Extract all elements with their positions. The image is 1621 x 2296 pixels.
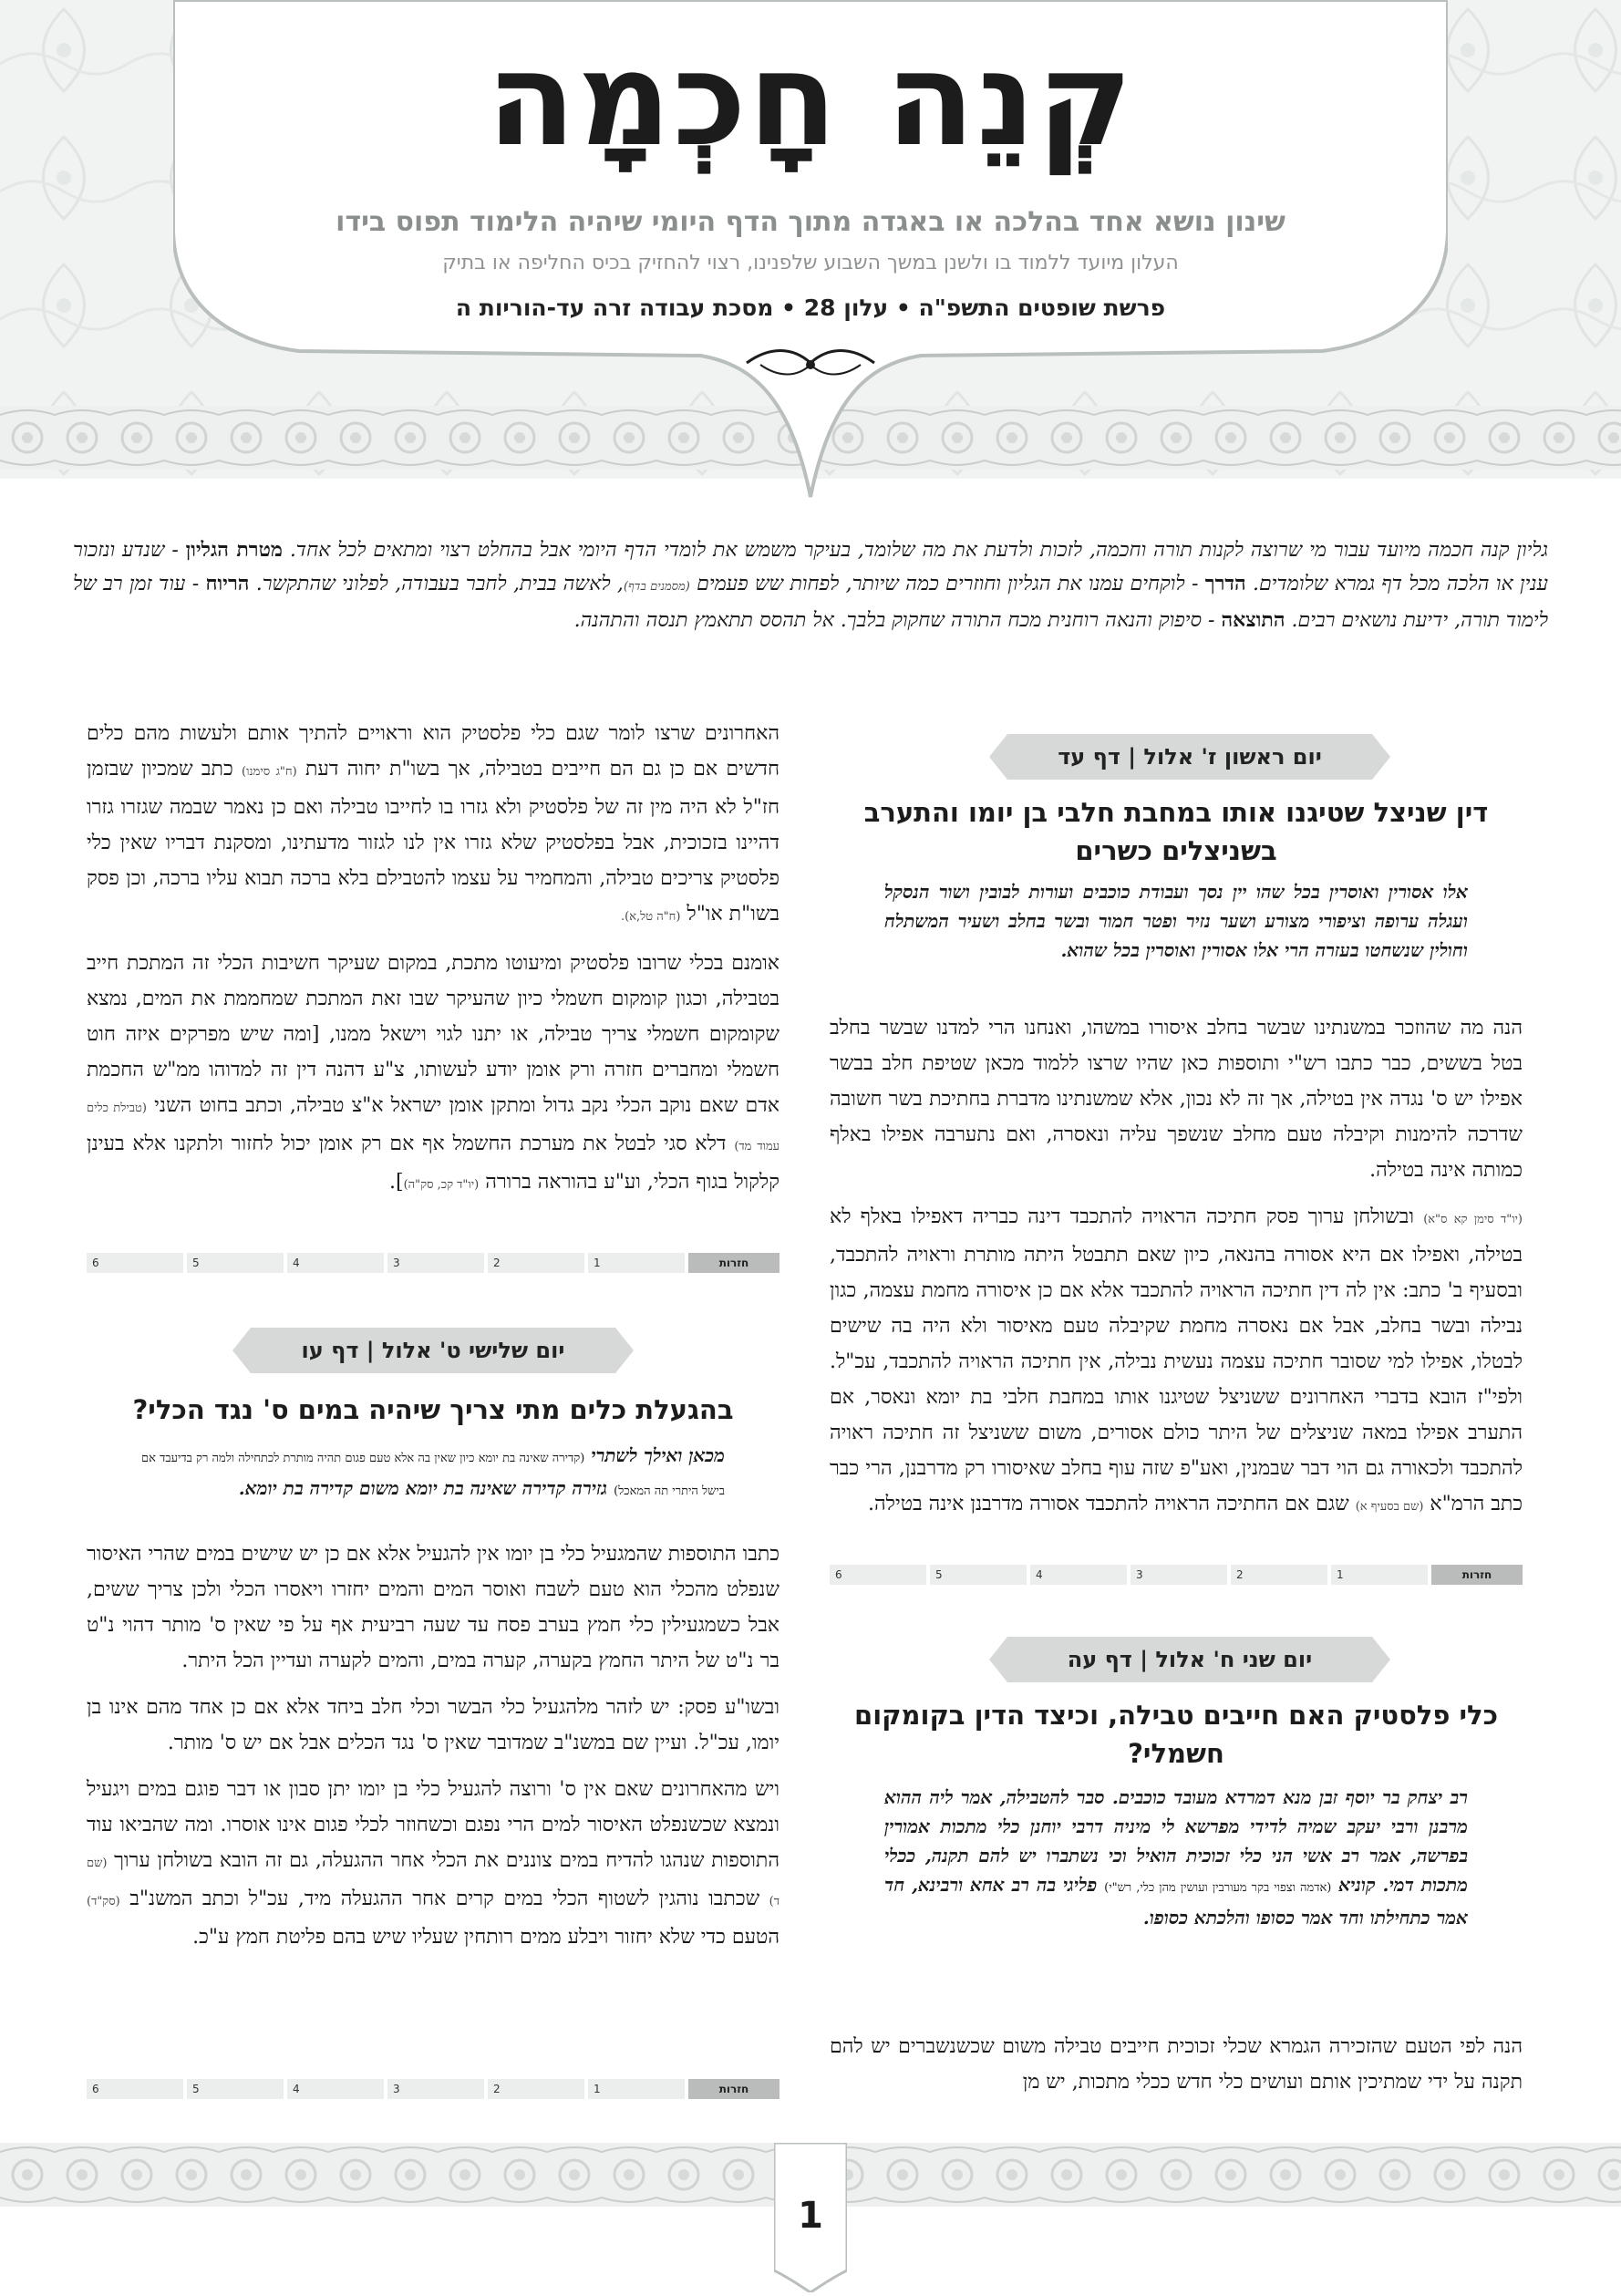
tagline: העלון מיועד ללמוד בו ולשנן במשך השבוע שלפנינו, רצוי להחזיק בכיס החליפה או בתיק (442, 252, 1179, 274)
review-slot[interactable]: 1 (588, 2079, 685, 2099)
section-heading-2: כלי פלסטיק האם חייבים טבילה, וכיצד הדין בקומקום חשמלי? (854, 1700, 1498, 1769)
left-continuation (87, 716, 780, 1214)
section-body-3 (87, 1536, 780, 1966)
review-slot[interactable]: 1 (1331, 1565, 1428, 1585)
gemara-quote-2: רב יצחק בר יוסף זבן מנא דמרדא מעובד כוכבים. סבר להטבילה, אמר ליה ההוא מרבנן ורבי יעקב שמיה לדידי מפרשא לי מיניה דרבי יוחנן כלי מתכות אמורין בפרשה, אמר רב אשי הני כלי זכוכית הואיל וכי נשתברו יש להם תקנה, ככלי מתכות דמי. קוניא (אדמה וצפוי בקר מעורבין ועושין מהן כלי, רש"י) פליגי בה רב אחא ורבינא, חד אמר כתחילתו וחד אמר כסופו והלכתא כסופו. (884, 1786, 1469, 1929)
section-body-2 (830, 2029, 1523, 2111)
review-label: חזרות (1431, 1565, 1523, 1585)
review-slot[interactable]: 6 (830, 1565, 926, 1585)
paragraph: אומנם בכלי שרובו פלסטיק ומיעוטו מתכת, במקום שעיקר חשיבות הכלי זה המתכת חייב בטבילה, וכגון קומקום חשמלי כיון שהעיקר שבו זאת המתכת שמחממת את המים, נמצא שקומקום חשמלי צריך טבילה, או יתנו לגוי וישאל ממנו, [ומה שיש מפרקים איזה חוט חשמלי ומחברים חזרה ורק אומן יודע לעשותו, צ"ע דהנה דין זה למדוהו ממ"ש החכמת אדם שאם נוקב הכלי נקב גדול ומתקן אומן ישראל א"צ טבילה, וכתב בחוט השני (טבילת כלים עמוד מד) דלא סגי לבטל את מערכת החשמל אף אם רק אומן יכול לחזור ולתקנו אלא בעינן קלקול בגוף הכלי, וע"ע בהוראה ברורה (יו"ד קכ, סק"ה)]. (87, 952, 780, 1194)
paragraph: ויש מהאחרונים שאם אין ס' ורוצה להגעיל כלי בן יומו יתן סבון או דבר פוגם במים ויגעיל ונמצא שכשנפלט האיסור למים הרי נפגם וכשחוזר לכלי פגום אינו אוסרו. ומה שהביאו עוד התוספות שנהגו להדיח במים צוננים את הכלי אחר ההגעלה, גם זה הובא בשולחן ערוך (שם ד) שכתבו נוהגין לשטוף הכלי במים קרים אחר ההגעלה מיד, עכ"ל וכתב המשנ"ב (סק"ד) הטעם כדי שלא יחזור ויבלע ממים רותחין שעליו שיש בהם פליטת חמץ ע"כ. (87, 1778, 780, 1949)
gemara-quote-3: מכאן ואילך לשתרי (קדירה שאינה בת יומא כיון שאין בה אלא טעם פגום תהיה מותרת לכתחילה ולמה רק בדיעבד אם בישל היתרי תה המאכל) גזירה קדירה שאינה בת יומא משום קדירה בת יומא. (141, 1444, 725, 1499)
review-slot[interactable]: 5 (187, 1253, 284, 1273)
review-label: חזרות (688, 1253, 780, 1273)
paragraph: הנה מה שהוזכר במשנתינו שבשר בחלב איסורו במשהו, ואנחנו הרי למדנו שבשר בחלב בטל בששים, כבר כתבו רש"י ותוספות כאן שהיו שרצו ללמוד מכאן שטיפת חלב בבשר אפילו יש ס' נגדה אין בטילה, אך זה לא נכון, אלא שמשנתינו מדברת בחתיכת בשר חשובה שדרכה להימנות וקיבלה טעם מחלב שנשפך עליה ונאסרה, ואם נתערבה אפילו באלף כמותה אינה בטילה. (830, 1017, 1523, 1182)
intro-paragraph: גליון קנה חכמה מיועד עבור מי שרוצה לקנות תורה וחכמה, לזכות ולדעת את מה שלומד, בעיקר משמש את לומדי הדף היומי אבל בהחלט רצוי ומתאים לכל אחד. מטרת הגליון - שנדע ונזכור ענין או הלכה מכל דף גמרא שלומדים. הדרך - לוקחים עמנו את הגליון וחוזרים כמה שיותר, לפחות שש פעמים (מסמנים בדף), לאשה בבית, לחבר בעבודה, לפלוני שהתקשר. הריוח - עוד זמן רב של לימוד תורה, ידיעת נושאים רבים. התוצאה - סיפוק והנאה רוחנית מכח התורה שחקוק בלבך. אל תהסס תתאמץ תנסה והתהנה. (73, 538, 1549, 632)
review-label: חזרות (688, 2079, 780, 2099)
review-slot[interactable]: 4 (1030, 1565, 1127, 1585)
review-slot[interactable]: 6 (87, 2079, 183, 2099)
page-number: 1 (798, 2195, 823, 2237)
section-body-1 (830, 1010, 1523, 1536)
review-slot[interactable]: 4 (287, 1253, 384, 1273)
review-slot[interactable]: 1 (588, 1253, 685, 1273)
page-title: קְנֵה חָכְמָה (486, 25, 1135, 175)
paragraph: ובשו"ע פסק: יש לזהר מלהגעיל כלי הבשר וכלי חלב ביחד אלא אם כן אחד מהם אינו בן יומו, עכ"ל. ועיין שם במשנ"ב שמדובר שאין ס' נגד הכלים אבל אם יש ס' מותר. (87, 1696, 780, 1754)
review-tracker-3 (87, 2079, 780, 2099)
paragraph: (יו"ד סימן קא ס"א) ובשולחן ערוך פסק חתיכה הראויה להתכבד דינה כבריה דאפילו באלף לא בטילה, ואפילו אם היא אסורה בהנאה, כיון שאם תתבטל היתה מותרת וראויה להתכבד, ובסעיף ב' כתב: אין לה דין חתיכה הראויה להתכבד אלא אם כן איסורה מחמת עצמה, כגון נבילה ובשר בחלב, אבל אם נאסרה מחמת שקיבלה טעם מאיסור ולא היה בה שישים לבטלו, אפילו למי שסובר חתיכה עצמה נעשית נבילה, אין חתיכה הראויה להתכבד, עכ"ל. ולפי"ז הובא בדברי האחרונים ששניצל שטיגנו אותו במחבת חלבי בת יומא ונאסר, אם התערב אפילו במאה שניצלים של היתר כולם אסורים, משום ששניצל זה חתיכה ראויה להתכבד ולכאורה גם הוי דבר שבמנין, ואע"פ שזה עוף בחלב שאיסורו רק מדרבנן, הרי כבר כתב הרמ"א (שם בסעיף א) שגם אם החתיכה הראויה להתכבד אסורה מדרבנן אינה בטילה. (830, 1205, 1523, 1515)
review-slot[interactable]: 6 (87, 1253, 183, 1273)
subtitle: שינון נושא אחד בהלכה או באגדה מתוך הדף היומי שיהיה הלימוד תפוס בידו (336, 206, 1285, 238)
section-heading-3: בהגעלת כלים מתי צריך שיהיה במים ס' נגד הכלי? (132, 1394, 734, 1425)
review-tracker-2 (87, 1253, 780, 1273)
review-slot[interactable]: 2 (488, 1253, 584, 1273)
paragraph: האחרונים שרצו לומר שגם כלי פלסטיק הוא וראויים להתיך אותם ולעשות מהם כלים חדשים אם כן גם הם חייבים בטבילה, אך בשו"ת יחוה דעת (ח"ג סימנו) כתב שמכיון שבזמן חז"ל לא היה מין זה של פלסטיק ולא גזרו בו לחייבו טבילה ואם כן נאמר שבמה שגזרו גזרו דהיינו בזכוכית, אבל בפלסטיק שלא גזרו אין לנו לגזור מדעתינו, ומסקנת דבריו שאין כלי פלסטיק צריכים טבילה, והמחמיר על עצמו להטבילם בלא ברכה תבוא עליו ברכה, וכן פסק בשו"ת או"ל (ח"ה טל,א). (87, 722, 780, 926)
gemara-quote-1: אלו אסורין ואוסרין בכל שהו יין נסך ועבודת כוכבים ועורות לבובין ושור הנסקל ועגלה ערופה וציפורי מצורע ושער נזיר ופטר חמור ובשר בחלב ושעיר המשתלח וחולין שנשחטו בעזרה הרי אלו אסורין ואוסרין בכל שהוא. (884, 881, 1468, 961)
paragraph: הנה לפי הטעם שהזכירה הגמרא שכלי זכוכית חייבים טבילה משום שכשנשברים יש להם תקנה על ידי שמתיכין אותם ועושים כלי חדש ככלי מתכות, יש מן (830, 2035, 1523, 2094)
day-badge-monday: יום שני ח' אלול | דף עה (1007, 1637, 1372, 1682)
review-slot[interactable]: 4 (287, 2079, 384, 2099)
review-slot[interactable]: 5 (930, 1565, 1027, 1585)
review-slot[interactable]: 3 (387, 1253, 484, 1273)
flourish-ornament-icon (742, 345, 879, 381)
day-badge-tuesday: יום שלישי ט' אלול | דף עו (251, 1328, 615, 1373)
review-slot[interactable]: 2 (488, 2079, 584, 2099)
paragraph: כתבו התוספות שהמגעיל כלי בן יומו אין להגעיל אלא אם כן יש שישים במים שהרי האיסור שנפלט מהכלי הוא טעם לשבח ואוסר המים והמים יחזרו ויאסרו הכלי ולכן צריך ששים, אבל כשמגעילין כלי חמץ בערב פסח עד שעה רביעית אף על פי שאין ס' מותר דהוי נ"ט בר נ"ט של היתר החמץ בקערה, קערה במים, והמים לקערה ועדיין הכל היתר. (87, 1543, 780, 1672)
review-tracker-1 (830, 1565, 1523, 1585)
review-slot[interactable]: 3 (1131, 1565, 1227, 1585)
review-slot[interactable]: 5 (187, 2079, 284, 2099)
review-slot[interactable]: 3 (387, 2079, 484, 2099)
section-heading-1: דין שניצל שטיגנו אותו במחבת חלבי בן יומו והתערב בשניצלים כשרים (863, 797, 1489, 866)
review-slot[interactable]: 2 (1231, 1565, 1327, 1585)
day-badge-sunday: יום ראשון ז' אלול | דף עד (1007, 734, 1372, 780)
issue-line: פרשת שופטים התשפ"ה • עלון 28 • מסכת עבודה זרה עד-הוריות ה (455, 295, 1166, 321)
